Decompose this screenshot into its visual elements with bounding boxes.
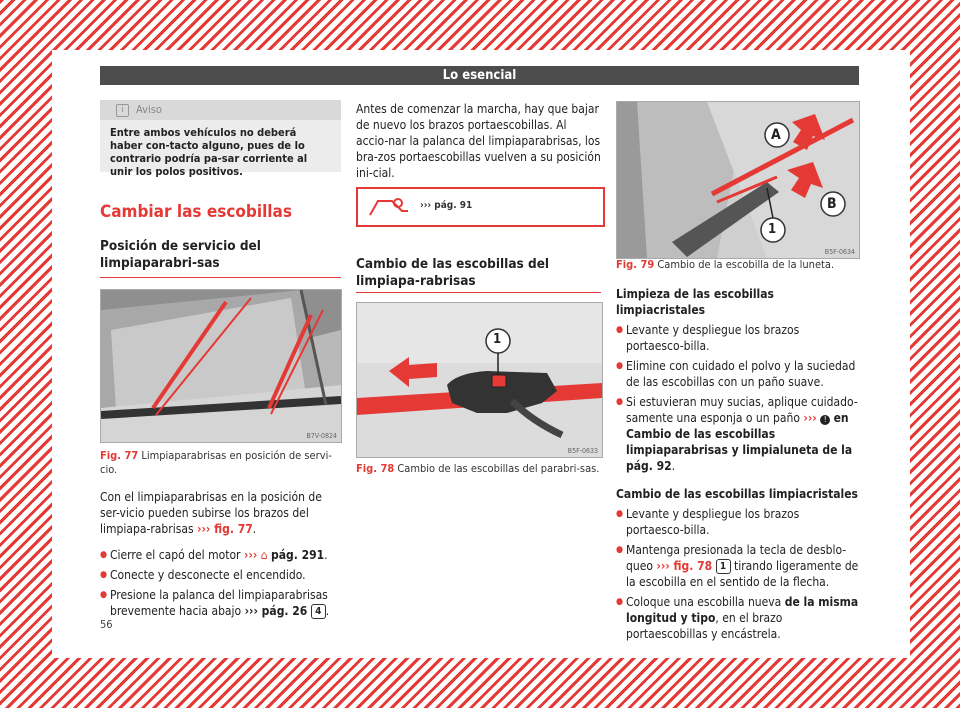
figure-78-caption: Fig. 78 Cambio de las escobillas del parabri-sas. bbox=[356, 462, 600, 475]
warning-text: Entre ambos vehículos no deberá haber con-tacto alguno, pues de lo contrario podría pa-sar corriente al unir los polos positivos. bbox=[110, 126, 308, 178]
figure-id: B7V-0824 bbox=[306, 432, 337, 440]
marker-1: 1 bbox=[493, 332, 502, 347]
list-item: ● Elimine con cuidado el polvo y la suciedad de las escobillas con un paño suave. bbox=[616, 358, 860, 390]
figure-id: B5F-0633 bbox=[567, 447, 598, 455]
reference-box bbox=[356, 187, 605, 227]
page-link[interactable]: ››› pág. 26 bbox=[244, 604, 308, 618]
number-badge: 4 bbox=[311, 604, 326, 619]
marker-1: 1 bbox=[768, 222, 777, 237]
info-icon: i bbox=[116, 104, 129, 117]
column-2-intro: Antes de comenzar la marcha, hay que bajar de nuevo los brazos portaescobillas. Al accio-nar la palanca del limpiaparabrisas, los bra-zos portaescobillas vuelven a su posición ini-cial. bbox=[356, 102, 601, 180]
warning-box bbox=[100, 100, 341, 178]
marker-b: B bbox=[827, 196, 837, 212]
figure-link[interactable]: ››› fig. 77 bbox=[197, 522, 253, 536]
list-item: ● Coloque una escobilla nueva de la misma longitud y tipo, en el brazo portaescobillas y encástrela. bbox=[616, 594, 860, 642]
page-number: 56 bbox=[100, 618, 113, 631]
engine-hood-icon bbox=[368, 193, 412, 221]
figure-link[interactable]: ››› fig. 78 bbox=[656, 559, 713, 573]
list-item: ● Cierre el capó del motor ››› ⌂ pág. 291. bbox=[100, 547, 342, 563]
number-badge: 1 bbox=[716, 559, 731, 574]
heading-cleaning: Limpieza de las escobillas limpiacristales bbox=[616, 287, 774, 317]
figure-78 bbox=[356, 302, 603, 458]
warning-header bbox=[100, 100, 341, 120]
list-item: ● Levante y despliegue los brazos portaesco-billa. bbox=[616, 506, 860, 538]
list-item: ● Conecte y desconecte el encendido. bbox=[100, 567, 342, 583]
page-link[interactable]: pág. 291 bbox=[271, 548, 325, 562]
subsection-title-1: Posición de servicio del limpiaparabri-sas bbox=[100, 238, 261, 271]
divider bbox=[100, 277, 341, 278]
divider bbox=[356, 292, 601, 293]
figure-77 bbox=[100, 289, 342, 443]
figure-77-caption: Fig. 77 Limpiaparabrisas en posición de servi-cio. bbox=[100, 449, 332, 476]
figure-79 bbox=[616, 101, 860, 259]
list-item: ● Presione la palanca del limpiaparabrisas brevemente hacia abajo ››› pág. 26 4 . bbox=[100, 587, 342, 619]
warning-title: Aviso bbox=[136, 103, 162, 116]
figure-79-caption: Fig. 79 Cambio de la escobilla de la luneta. bbox=[616, 258, 835, 271]
list-item: ● Si estuvieran muy sucias, aplique cuidado-samente una esponja o un paño ››› ! en Cambio de las escobillas limpiaparabrisas y limpialuneta de la pág. 92. bbox=[616, 394, 860, 474]
list-item: ● Levante y despliegue los brazos portaesco-billa. bbox=[616, 322, 860, 354]
reference-link[interactable]: ››› pág. 91 bbox=[420, 200, 473, 211]
page-header: Lo esencial bbox=[100, 66, 859, 85]
section-link[interactable]: en Cambio de las escobillas limpiaparabrisas y limpialuneta de la pág. 92 bbox=[626, 411, 853, 473]
heading-replace: Cambio de las escobillas limpiacristales bbox=[616, 487, 858, 501]
subsection-title-2: Cambio de las escobillas del limpiapa-rabrisas bbox=[356, 256, 550, 289]
marker-a: A bbox=[771, 127, 781, 143]
warning-icon: ! bbox=[820, 415, 830, 425]
column-3-text bbox=[616, 286, 860, 646]
section-title: Cambiar las escobillas bbox=[100, 202, 292, 222]
column-1-text: Con el limpiaparabrisas en la posición de ser-vicio pueden subirse los brazos del limpiapa-rabrisas ››› fig. 77. ● Cierre el capó del motor ››› ⌂ pág. 291. ● Conecte y desconecte el encendido. ● Presione la palanca del limpiaparabrisas brevemente hacia abajo ››› pág. 26 4 . bbox=[100, 489, 342, 623]
list-item: ● Mantenga presionada la tecla de desblo-queo ››› fig. 78 1 tirando ligeramente de la escobilla en el sentido de la flecha. bbox=[616, 542, 860, 590]
engine-hood-icon: ⌂ bbox=[260, 548, 268, 562]
figure-id: B5F-0634 bbox=[824, 248, 855, 256]
